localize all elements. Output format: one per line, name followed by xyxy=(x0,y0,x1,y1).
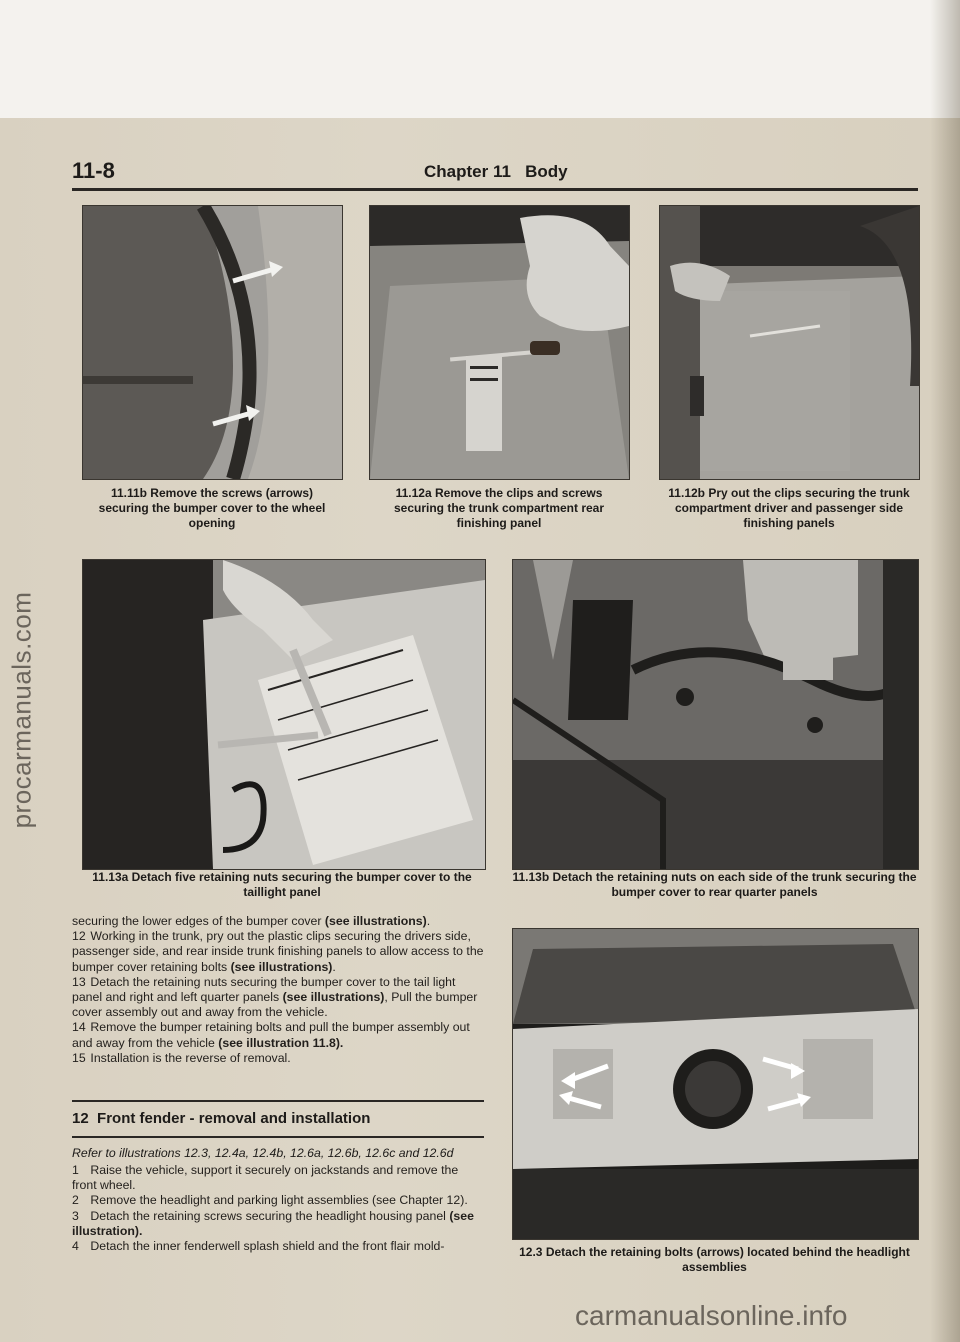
para-15 xyxy=(72,1051,486,1066)
step-1 xyxy=(72,1163,486,1193)
para-14 xyxy=(72,1020,486,1050)
page-number: 11-8 xyxy=(72,158,115,183)
caption-11-13a: 11.13a Detach five retaining nuts securing the bumper cover to the taillight panel xyxy=(92,870,472,899)
step-3 xyxy=(72,1209,486,1239)
photo-11-13b-image xyxy=(513,560,918,869)
step-3-number: 3 xyxy=(72,1208,79,1223)
step-4-text: Detach the inner fenderwell splash shield and the front flair mold- xyxy=(90,1239,445,1254)
step-2-text: Remove the headlight and parking light assemblies (see Chapter 12). xyxy=(90,1193,468,1208)
para-continued xyxy=(72,914,486,929)
photo-11-13a-image xyxy=(83,560,485,869)
para-13-number: 13 xyxy=(72,974,86,989)
page-header xyxy=(72,158,918,188)
photo-11-12a-image xyxy=(370,206,629,479)
photo-11-13a xyxy=(82,559,486,870)
step-1-number: 1 xyxy=(72,1163,79,1177)
para-continued-tail: . xyxy=(426,914,431,928)
para-15-number: 15 xyxy=(72,1050,86,1065)
section-12-title-text: Front fender - removal and installation xyxy=(97,1110,371,1127)
para-continued-text: securing the lower edges of the bumper cover xyxy=(72,914,325,928)
photo-11-12b-image xyxy=(660,206,919,479)
para-13-text: Detach the retaining nuts securing the bumper cover to the tail light panel and right and left quarter panels xyxy=(72,974,456,1005)
para-14-number: 14 xyxy=(72,1020,86,1035)
chapter-title: Chapter 11 Body xyxy=(424,162,568,181)
para-12-text: Working in the trunk, pry out the plastic clips securing the drivers side, passenger side, and rear inside trunk finishing panels to allow access to the bumper cover retaining bolts xyxy=(72,929,484,974)
side-watermark-text: procarmanuals.com xyxy=(6,591,37,829)
photo-12-3-image xyxy=(513,929,918,1239)
step-2-number: 2 xyxy=(72,1193,79,1208)
scan-top-margin xyxy=(0,0,960,118)
photo-11-12a xyxy=(369,205,630,480)
caption-11-12a: 11.12a Remove the clips and screws securing the trunk compartment rear finishing panel xyxy=(393,486,605,530)
step-4-number: 4 xyxy=(72,1239,79,1254)
para-13 xyxy=(72,975,486,1021)
step-4 xyxy=(72,1239,486,1254)
section-12-number: 12 xyxy=(72,1110,89,1127)
section-12-steps xyxy=(72,1163,486,1254)
step-3-ref: (see illustration). xyxy=(72,1208,474,1238)
body-paragraphs xyxy=(72,914,486,1066)
photo-12-3 xyxy=(512,928,919,1240)
step-1-text: Raise the vehicle, support it securely on jackstands and remove the front wheel. xyxy=(72,1163,459,1193)
caption-12-3: 12.3 Detach the retaining bolts (arrows) located behind the headlight assemblies xyxy=(519,1245,910,1274)
photo-11-11b-image xyxy=(83,206,342,479)
caption-11-13b: 11.13b Detach the retaining nuts on each side of the trunk securing the bumper cover to rear quarter panels xyxy=(512,870,917,899)
para-14-ref: (see illustration 11.8). xyxy=(218,1035,344,1050)
photo-11-13b xyxy=(512,559,919,870)
photo-11-11b xyxy=(82,205,343,480)
page-edge-shadow xyxy=(930,0,960,1342)
caption-11-11b: 11.11b Remove the screws (arrows) securing the bumper cover to the wheel opening xyxy=(98,486,326,530)
header-rule xyxy=(72,188,918,191)
para-13-ref: (see illustrations) xyxy=(282,990,385,1005)
para-15-text: Installation is the reverse of removal. xyxy=(90,1050,291,1065)
para-continued-ref: (see illustrations) xyxy=(324,914,427,928)
para-12-ref: (see illustrations) xyxy=(230,959,333,974)
section-12-intro: Refer to illustrations 12.3, 12.4a, 12.4b, 12.6a, 12.6b, 12.6c and 12.6d xyxy=(72,1146,454,1160)
para-13-tail: , Pull the bumper cover assembly out and away from the vehicle. xyxy=(72,990,478,1020)
step-3-text: Detach the retaining screws securing the headlight housing panel xyxy=(90,1208,450,1223)
section-rule-bottom xyxy=(72,1136,484,1138)
para-12-number: 12 xyxy=(72,929,86,944)
para-12 xyxy=(72,929,486,975)
section-12-title xyxy=(72,1110,370,1127)
bottom-watermark: carmanualsonline.info xyxy=(575,1300,848,1331)
step-2 xyxy=(72,1193,486,1208)
caption-11-12b: 11.12b Pry out the clips securing the trunk compartment driver and passenger side finishing panels xyxy=(668,486,910,530)
para-14-text: Remove the bumper retaining bolts and pull the bumper assembly out and away from the vehicle xyxy=(72,1020,470,1050)
para-12-tail: . xyxy=(332,959,336,974)
side-watermark xyxy=(2,560,42,860)
photo-11-12b xyxy=(659,205,920,480)
section-rule-top xyxy=(72,1100,484,1102)
